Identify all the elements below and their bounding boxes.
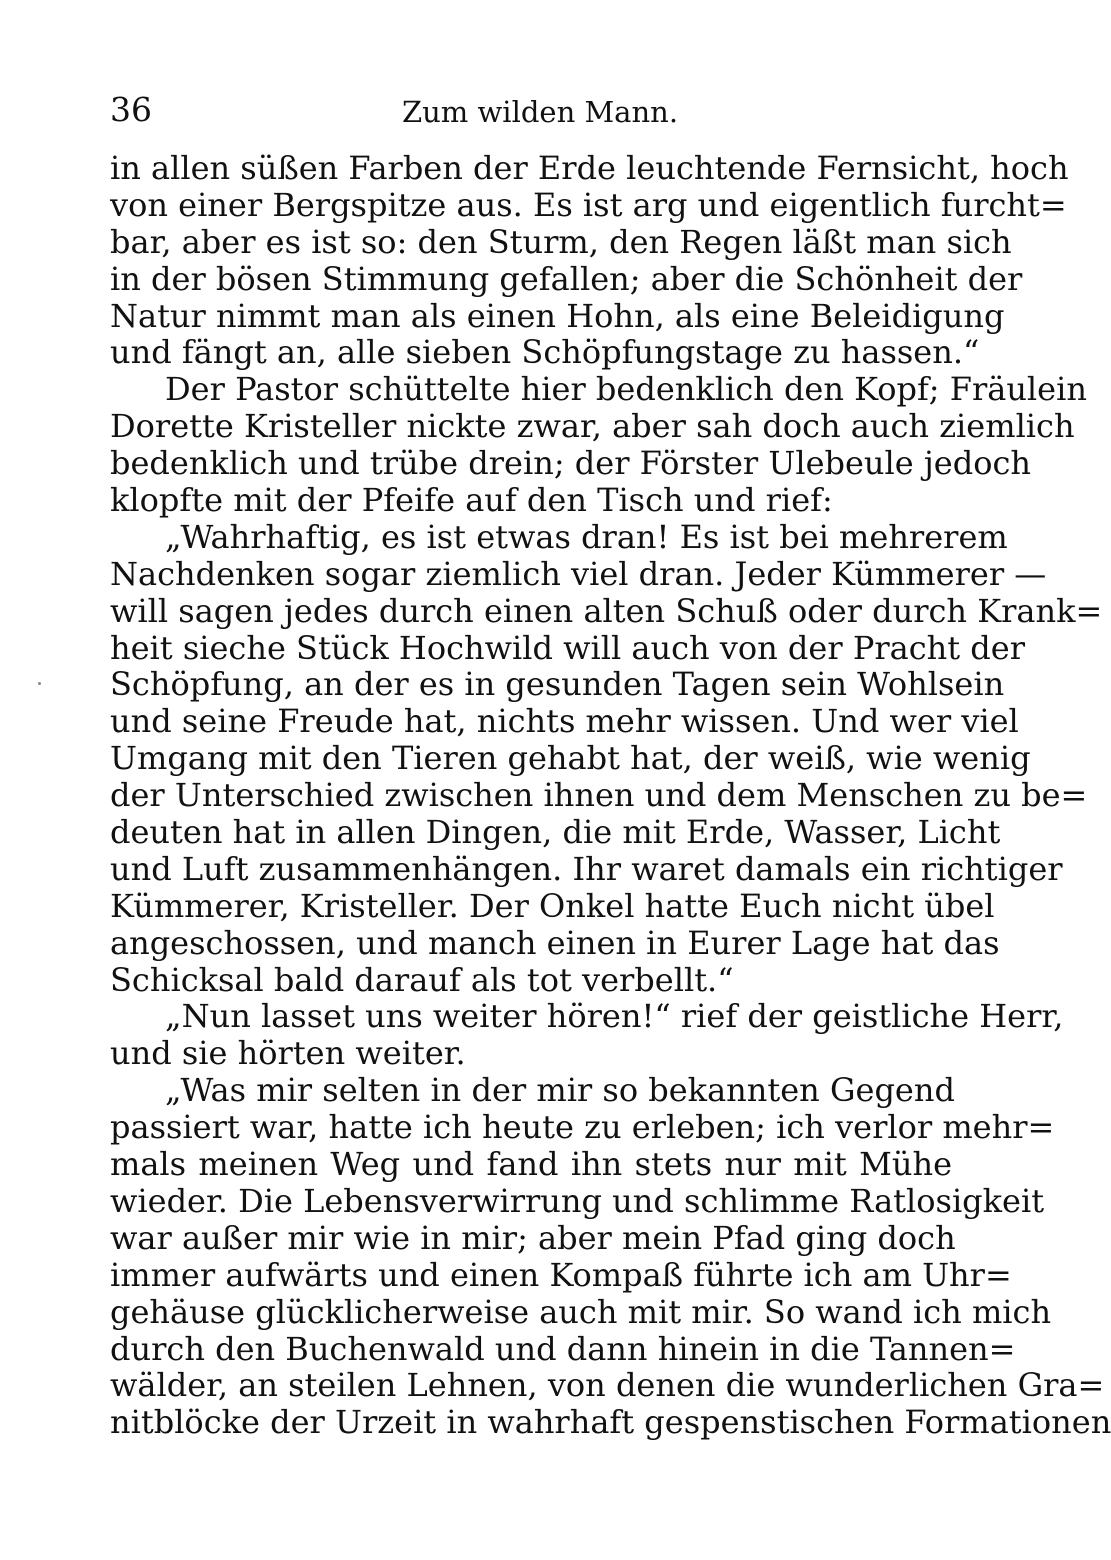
text-line: Kümmerer, Kristeller. Der Onkel hatte Euch nicht übel (110, 886, 995, 925)
text-line: „Nun lasset uns weiter hören!“ rief der geistliche Herr, (165, 997, 1064, 1036)
text-line: Schöpfung, an der es in gesunden Tagen sein Wohlsein (110, 665, 1005, 704)
text-line: bedenklich und trübe drein; der Förster Ulebeule jedoch (110, 444, 1032, 483)
text-line: „Was mir selten in der mir so bekannten Gegend (165, 1071, 955, 1110)
text-line: passiert war, hatte ich heute zu erleben; ich verlor mehr= (110, 1108, 1055, 1147)
text-line: Natur nimmt man als einen Hohn, als eine Beleidigung (110, 296, 1005, 335)
text-line: Umgang mit den Tieren gehabt hat, der weiß, wie wenig (110, 739, 1031, 778)
text-line: durch den Buchenwald und dann hinein in die Tannen= (110, 1329, 1016, 1368)
text-line: und sie hörten weiter. (110, 1034, 466, 1073)
text-line: deuten hat in allen Dingen, die mit Erde, Wasser, Licht (110, 813, 1001, 852)
text-line: war außer mir wie in mir; aber mein Pfad ging doch (110, 1218, 956, 1257)
text-line: bar, aber es ist so: den Sturm, den Regen läßt man sich (110, 222, 1012, 261)
text-line: mals meinen Weg und fand ihn stets nur mit Mühe (110, 1145, 952, 1184)
paper-speck (38, 682, 41, 685)
page-header (110, 88, 952, 136)
text-line: Der Pastor schüttelte hier bedenklich den Kopf; Fräulein (165, 370, 1087, 409)
text-line: Nachdenken sogar ziemlich viel dran. Jeder Kümmerer — (110, 554, 1047, 593)
text-line: wälder, an steilen Lehnen, von denen die wunderlichen Gra= (110, 1366, 1105, 1405)
text-line: in allen süßen Farben der Erde leuchtende Fernsicht, hoch (110, 149, 1069, 187)
text-line: immer aufwärts und einen Kompaß führte ich am Uhr= (110, 1255, 1012, 1294)
text-line: gehäuse glücklicherweise auch mit mir. So wand ich mich (110, 1292, 1052, 1331)
text-line: Schicksal bald darauf als tot verbellt.“ (110, 960, 734, 999)
running-title: Zum wilden Mann. (401, 95, 679, 129)
body-text (110, 149, 1111, 1442)
text-line: „Wahrhaftig, es ist etwas dran! Es ist bei mehrerem (165, 517, 1008, 556)
text-line: will sagen jedes durch einen alten Schuß oder durch Krank= (110, 591, 1103, 630)
text-line: klopfte mit der Pfeife auf den Tisch und rief: (110, 481, 833, 520)
text-line: in der bösen Stimmung gefallen; aber die Schönheit der (110, 259, 1023, 298)
text-line: nitblöcke der Urzeit in wahrhaft gespenstischen Formationen (110, 1403, 1111, 1442)
page-number: 36 (110, 90, 152, 129)
text-line: von einer Bergspitze aus. Es ist arg und eigentlich furcht= (110, 185, 1067, 224)
text-line: angeschossen, und manch einen in Eurer Lage hat das (110, 923, 1000, 962)
text-line: und fängt an, alle sieben Schöpfungstage zu hassen.“ (110, 333, 980, 372)
text-line: heit sieche Stück Hochwild will auch von der Pracht der (110, 628, 1025, 667)
text-line: wieder. Die Lebensverwirrung und schlimme Ratlosigkeit (110, 1181, 1045, 1220)
text-line: und Luft zusammenhängen. Ihr waret damals ein richtiger (110, 849, 1063, 888)
text-line: der Unterschied zwischen ihnen und dem Menschen zu be= (110, 776, 1088, 815)
text-line: Dorette Kristeller nickte zwar, aber sah doch auch ziemlich (110, 407, 1075, 446)
text-line: und seine Freude hat, nichts mehr wissen. Und wer viel (110, 702, 1019, 741)
